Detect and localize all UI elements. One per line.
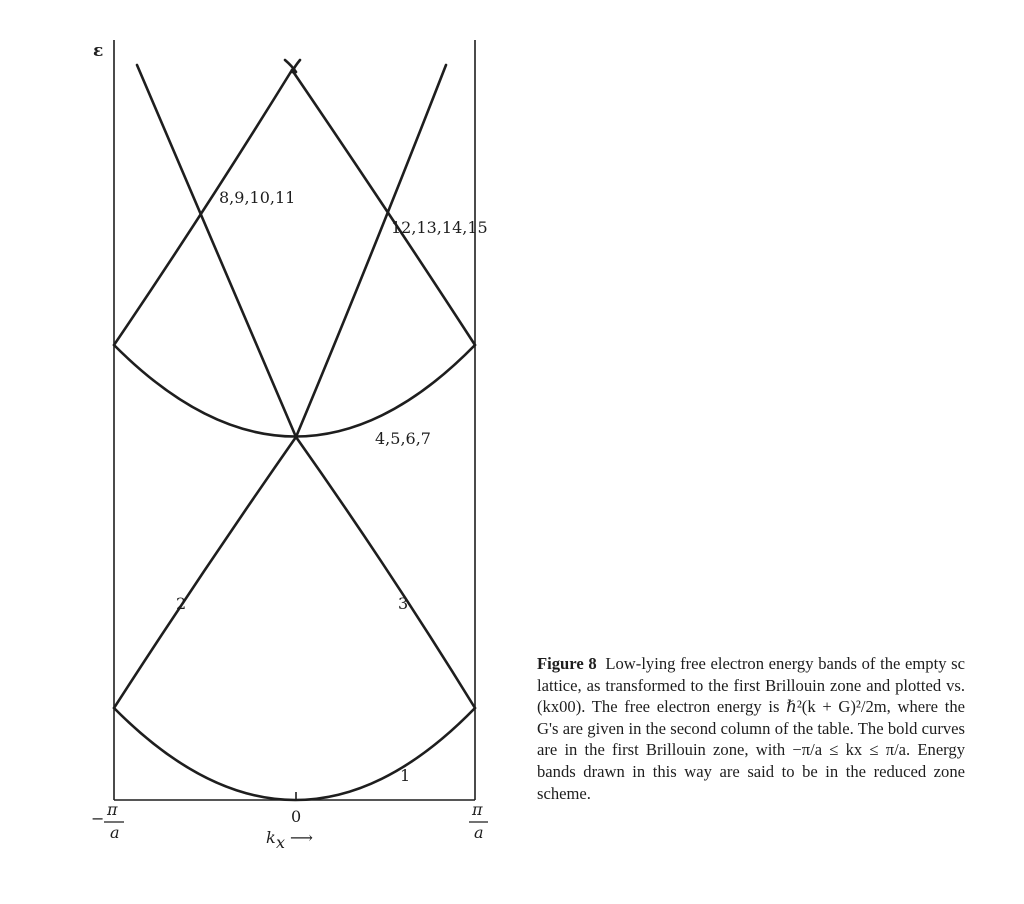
band-8-11-right-curve <box>137 65 296 437</box>
band-1-curve <box>114 708 475 800</box>
band-label-12-15: 12,13,14,15 <box>391 218 488 237</box>
figure-caption <box>537 653 965 804</box>
band-label-1: 1 <box>400 766 411 785</box>
a-denominator-left: a <box>110 823 120 842</box>
band-12-15-left-curve <box>296 65 446 437</box>
k-label: k <box>266 828 276 847</box>
caption-text: Low-lying free electron energy bands of the empty sc lattice, as transformed to the first Brillouin zone and plotted vs. (kx00). The free electron energy is ℏ²(k + G)²/2m, where the G's are given in the second column of the table. The bold curves are in the first Brillouin zone, with −π/a ≤ kx ≤ π/a. Energy bands drawn in this way are said to be in the reduced zone scheme. <box>537 654 965 803</box>
x-subscript: x <box>276 833 286 852</box>
pi-numerator-right: π <box>472 800 483 819</box>
axis-arrow: ⟶ <box>290 828 313 847</box>
band-3-curve <box>296 437 475 708</box>
band-label-4-7: 4,5,6,7 <box>375 429 431 448</box>
band-label-3: 3 <box>398 594 409 613</box>
band-2-curve <box>114 437 296 708</box>
band-label-8-11: 8,9,10,11 <box>219 188 296 207</box>
figure-label: Figure 8 <box>537 654 597 673</box>
band-12-15-right-curve <box>292 70 475 345</box>
band-label-2: 2 <box>176 594 187 613</box>
minus-pi-over-a-label <box>91 800 124 842</box>
kx-axis-label <box>266 828 313 852</box>
pi-numerator-left: π <box>107 800 118 819</box>
band-4-7-curve <box>114 345 475 437</box>
a-denominator-right: a <box>474 823 484 842</box>
minus-sign: − <box>91 809 105 828</box>
band-8-11-left-curve <box>114 70 292 345</box>
pi-over-a-label <box>469 800 488 842</box>
epsilon-label: ε <box>93 41 104 61</box>
zero-label: 0 <box>291 807 302 826</box>
